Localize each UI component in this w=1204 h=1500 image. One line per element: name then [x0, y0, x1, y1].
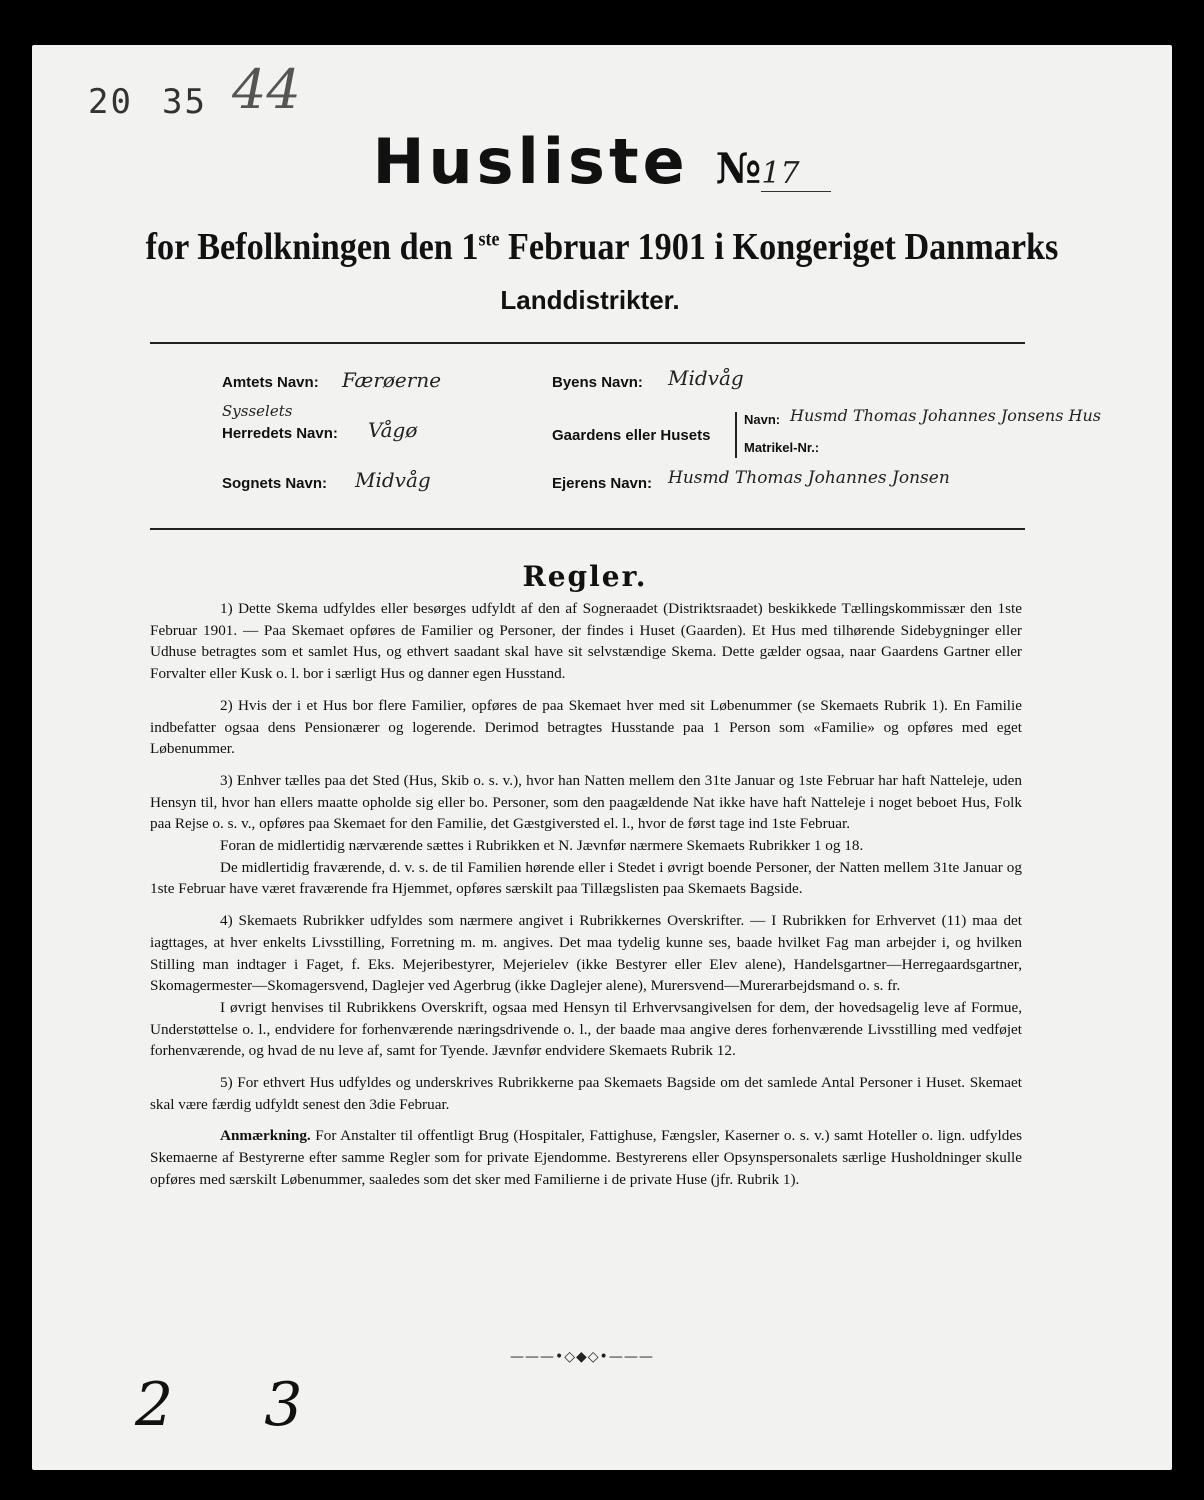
rule-1: 1) Dette Skema udfyldes eller besørges udfyldt af den af Sogneraadet (Distriktsraadet) beskikkede Tællingskommissær den 1ste Februar 1901. — Paa Skemaet opføres de Familier og Personer, der findes i Huset (Gaarden). Et Hus med tilhørende Sidebygninger eller Udhuse betragtes som et samlet Hus, og ethvert saadant skal have sit selvstændige Skema. Dette gælder ogsaa, naar Gaardens Gartner eller Forvalter eller Kusk o. l. bor i særligt Hus og danner egen Husstand.: [150, 600, 1022, 683]
subtitle-sup: ste: [478, 228, 500, 251]
archive-stamp-left: 20: [88, 82, 133, 122]
rule-2: 2) Hvis der i et Hus bor flere Familier, opføres de paa Skemaet hver med sit Løbenummer (se Skemaets Rubrik 1). En Familie indbefatter ogsaa dens Pensionærer og logerende. Derimod betragtes Husstande paa 1 Person som «Familie» og opføres med eget Løbenummer.: [150, 696, 1022, 758]
sogn-label: Sognets Navn:: [222, 475, 328, 492]
rules-title: Regler.: [522, 560, 648, 593]
herred-label: Herredets Navn:: [222, 425, 338, 442]
bracket-line: [735, 412, 737, 458]
closing-ornament: ———•◇◆◇•———: [510, 1349, 654, 1365]
handwritten-archive-number: 44: [232, 58, 301, 121]
annotation-label: Anmærkning.: [220, 1127, 311, 1145]
handwritten-corner-number: 2 3: [135, 1370, 339, 1440]
amt-label: Amtets Navn:: [222, 374, 319, 391]
rules-body: [150, 598, 1022, 1201]
rule-4: 4) Skemaets Rubrikker udfyldes som nærmere angivet i Rubrikkernes Overskrifter. — I Rubrikken for Erhvervet (11) maa det iagttages, at hver enkelts Livsstilling, Forretning m. m. angives. Det maa tydelig kunne ses, baade hvilket Fag man arbejder i, og hvilken Stilling man indtager i Faget, f. Eks. Mejeribestyrer, Mejerielev (ikke Bestyrer eller Elev alene), Handelsgartner—Herregaardsgartner, Skomagermester—Skomagersvend, Daglejer ved Agerbrug (ikke Daglejer alene), Murersvend—Murerarbejdsmand o. s. fr.: [150, 912, 1022, 995]
rule-4-occupation: I øvrigt henvises til Rubrikkens Overskrift, ogsaa med Hensyn til Erhvervsangivelsen for dem, der hovedsagelig leve af Formue, Understøttelse o. l., endvidere for forhenværende næringsdrivende o. l., der baade maa angive deres forhenværende Livsstilling med vedføjet forhenværende, og hvad de nu leve af, samt for Tyende. Jævnfør endvidere Skemaets Rubrik 12.: [150, 998, 1022, 1060]
rule-5: 5) For ethvert Hus udfyldes og underskrives Rubrikkerne paa Skemaets Bagside om det samlede Antal Personer i Huset. Skemaet skal være færdig udfyldt senest den 3die Februar.: [150, 1074, 1022, 1113]
rule-3-note-n: Foran de midlertidig nærværende sættes i Rubrikken et N. Jævnfør nærmere Skemaets Rubrikker 1 og 18.: [220, 837, 864, 855]
number-label: №: [715, 144, 762, 193]
sogn-value: Midvåg: [355, 468, 431, 492]
ejer-value: Husmd Thomas Johannes Jonsen: [668, 468, 950, 488]
navn-value: Husmd Thomas Johannes Jonsens Hus: [790, 406, 1101, 425]
herred-value: Vågø: [368, 418, 418, 442]
amt-value: Færøerne: [342, 368, 442, 392]
navn-label: Navn:: [744, 412, 781, 427]
rule-3-absent: De midlertidig fraværende, d. v. s. de til Familien hørende eller i Stedet i øvrigt boende Personer, der Natten mellem 31te Januar og 1ste Februar have været fraværende fra Hjemmet, opføres særskilt paa Tillægslisten paa Skemaets Bagside.: [150, 858, 1022, 898]
district-heading: Landdistrikter.: [500, 285, 680, 315]
subtitle-pre: for Befolkningen den 1: [145, 226, 479, 268]
rule-3: 3) Enhver tælles paa det Sted (Hus, Skib o. s. v.), hvor han Natten mellem den 31te Januar og 1ste Februar har haft Natteleje, uden Hensyn til, hvor han ellers maatte opholde sig eller bo. Personer, som den paagældende Nat ikke have haft Natteleje i noget beboet Hus, Folk paa Rejse o. s. v., opføres paa Skemaet for den Familie, det Gæstgiversted el. l., hvor de først tage ind 1ste Februar.: [150, 771, 1022, 833]
by-label: Byens Navn:: [552, 374, 643, 391]
archive-stamp-right: 35: [162, 82, 207, 122]
matrikel-label: Matrikel-Nr.:: [744, 440, 820, 455]
by-value: Midvåg: [668, 366, 744, 390]
page-title: Husliste: [372, 125, 689, 198]
subtitle: [60, 225, 1144, 269]
gaard-label: Gaardens eller Husets: [552, 427, 711, 444]
syssel-correction: Sysselets: [222, 402, 293, 420]
title-row: [0, 125, 1204, 198]
annotation-note: [150, 1125, 1022, 1190]
annotation-text: For Anstalter til offentligt Brug (Hospitaler, Fattighuse, Fængsler, Kaserner o. s. v.) samt Hoteller o. lign. udfyldes Skemaerne af Bestyrerne efter samme Regler som for private Ejendomme. Bestyrerens eller Opsynspersonalets særlige Husholdninger skulle opføres med særskilt Løbenummer, saaledes som det sker med Familierne i de private Huse (jfr. Rubrik 1).: [150, 1127, 1022, 1188]
number-value: 17: [761, 156, 831, 192]
subtitle-post: Februar 1901 i Kongeriget Danmarks: [499, 226, 1059, 268]
divider-bottom: [150, 528, 1025, 530]
divider-top: [150, 342, 1025, 344]
ejer-label: Ejerens Navn:: [552, 475, 653, 492]
